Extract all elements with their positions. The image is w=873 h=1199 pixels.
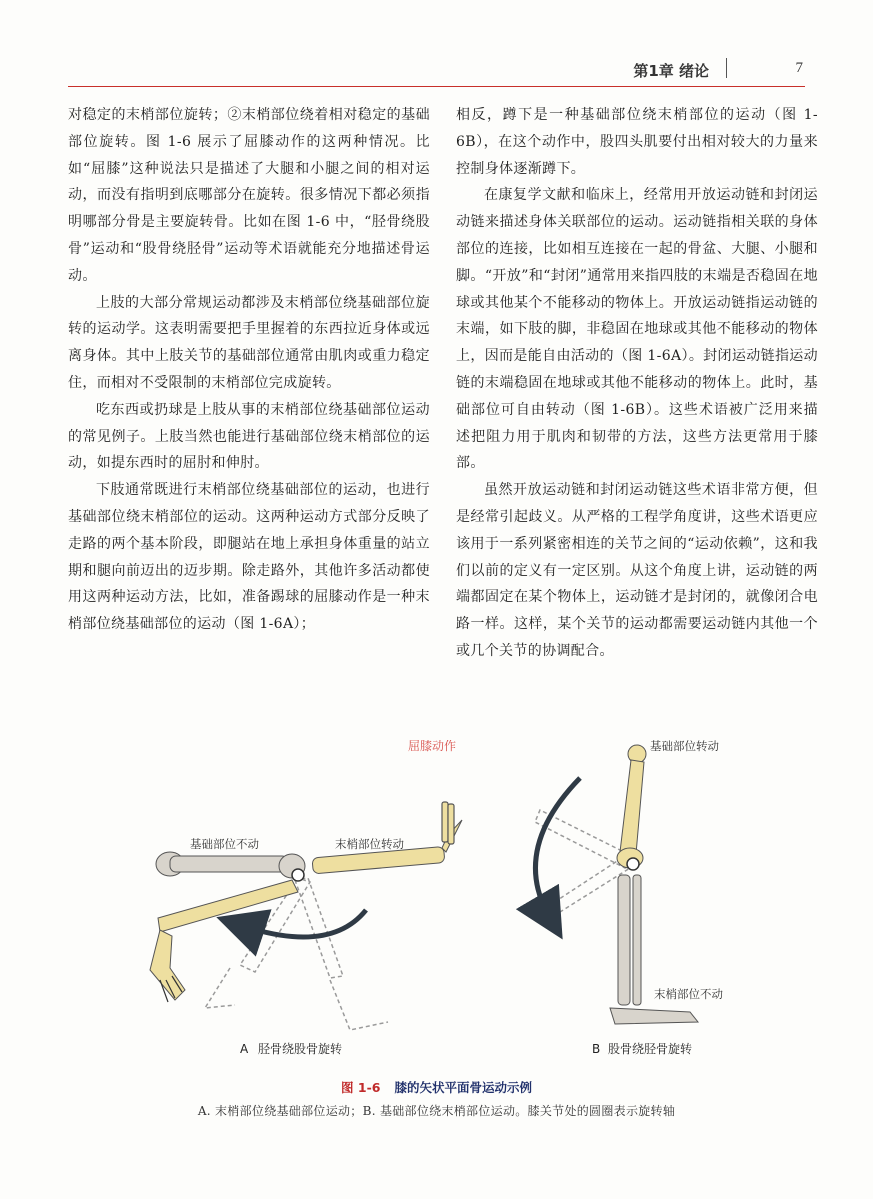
chapter-title: 第1章 绪论 — [633, 62, 709, 80]
paragraph: 对稳定的末梢部位旋转；②末梢部位绕着相对稳定的基础部位旋转。图 1-6 展示了屈膝动作的这两种情况。比如“屈膝”这种说法只是描述了大腿和小腿之间的相对运动，而没有指明到底哪部分在旋转。很多情况下都必须指明哪部分骨是主要旋转骨。比如在图 1-6 中，“胫骨绕股骨”运动和“股骨绕胫骨”运动等术语就能充分地描述骨运动。 — [68, 107, 430, 284]
rotation-axis-b — [627, 858, 639, 870]
rotation-arrow-a — [240, 910, 366, 937]
figure-title: 膝的矢状平面骨运动示例 — [394, 1080, 532, 1095]
rotation-arrow-b — [535, 778, 580, 918]
rotation-axis-a — [292, 869, 304, 881]
paragraph: 上肢的大部分常规运动都涉及末梢部位绕基础部位旋转的运动学。这表明需要把手里握着的东西拉近身体或远离身体。其中上肢关节的基础部位通常由肌肉或重力稳定住，而相对不受限制的末梢部位完成旋转。 — [68, 294, 430, 391]
page-header — [68, 52, 805, 87]
knee-motion-illustration — [130, 740, 770, 1070]
panel-b-letter: B — [592, 1042, 601, 1056]
panel-a-caption: 胫骨绕股骨旋转 — [258, 1042, 343, 1056]
header-divider — [726, 58, 728, 78]
label-base-moving: 基础部位转动 — [650, 740, 719, 753]
paragraph: 在康复学文献和临床上，经常用开放运动链和封闭运动链来描述身体关联部位的运动。运动链指相关联的身体部位的连接，比如相互连接在一起的骨盆、大腿、小腿和脚。“开放”和“封闭”通常用来指四肢的末端是否稳固在地球或其他某个不能移动的物体上。开放运动链指运动链的末端，如下肢的脚，非稳固在地球或其他不能移动的物体上，因而是能自由活动的（图 1-6A）。封闭运动链指运动链的末端稳固在地球或其他不能移动的物体上。此时，基础部位可自由转动（图 1-6B）。这些术语被广泛用来描述把阻力用于肌肉和韧带的方法，这些方法更常用于膝部。 — [456, 187, 818, 472]
paragraph: 吃东西或扔球是上肢从事的末梢部位绕基础部位运动的常见例子。上肢当然也能进行基础部位绕末梢部位的运动，如提东西时的屈肘和伸肘。 — [68, 401, 430, 472]
fixed-femur-a — [156, 852, 305, 878]
figure-top-label: 屈膝动作 — [408, 740, 457, 753]
panel-b-caption: 股骨绕胫骨旋转 — [608, 1042, 693, 1056]
label-distal-moving: 末梢部位转动 — [335, 837, 404, 851]
ghost-leg-positions-b — [535, 810, 630, 912]
label-base-fixed: 基础部位不动 — [190, 837, 259, 851]
figure-number: 图 1-6 — [341, 1080, 381, 1095]
moving-tibia-a — [150, 880, 298, 1002]
page-number: 7 — [795, 60, 803, 76]
label-distal-fixed: 末梢部位不动 — [654, 987, 723, 1001]
left-column — [68, 102, 430, 638]
moving-femur-b — [617, 745, 646, 868]
right-column — [456, 102, 818, 665]
paragraph: 相反，蹲下是一种基础部位绕末梢部位的运动（图 1-6B），在这个动作中，股四头肌要付出相对较大的力量来控制身体逐渐蹲下。 — [456, 107, 818, 177]
figure-description: A. 末梢部位绕基础部位运动；B. 基础部位绕末梢部位运动。膝关节处的圆圈表示旋转轴 — [197, 1104, 676, 1118]
paragraph: 下肢通常既进行末梢部位绕基础部位的运动，也进行基础部位绕末梢部位的运动。这两种运动方式部分反映了走路的两个基本阶段，即腿站在地上承担身体重量的站立期和腿向前迈出的迈步期。除走路外，其他许多活动都使用这两种运动方法，比如，准备踢球的屈膝动作是一种末梢部位绕基础部位的运动（图 1-6A）； — [68, 482, 430, 633]
figure-caption — [0, 1078, 873, 1119]
fixed-tibia-b — [610, 875, 698, 1024]
paragraph: 虽然开放运动链和封闭运动链这些术语非常方便，但是经常引起歧义。从严格的工程学角度讲，这些术语更应该用于一系列紧密相连的关节之间的“运动依赖”，这和我们以前的定义有一定区别。从这个角度上讲，运动链的两端都固定在某个物体上，运动链才是封闭的，就像闭合电路一样。这样，某个关节的运动都需要运动链内其他一个或几个关节的协调配合。 — [456, 482, 818, 659]
figure-1-6 — [130, 740, 770, 1070]
panel-a-letter: A — [240, 1042, 249, 1056]
